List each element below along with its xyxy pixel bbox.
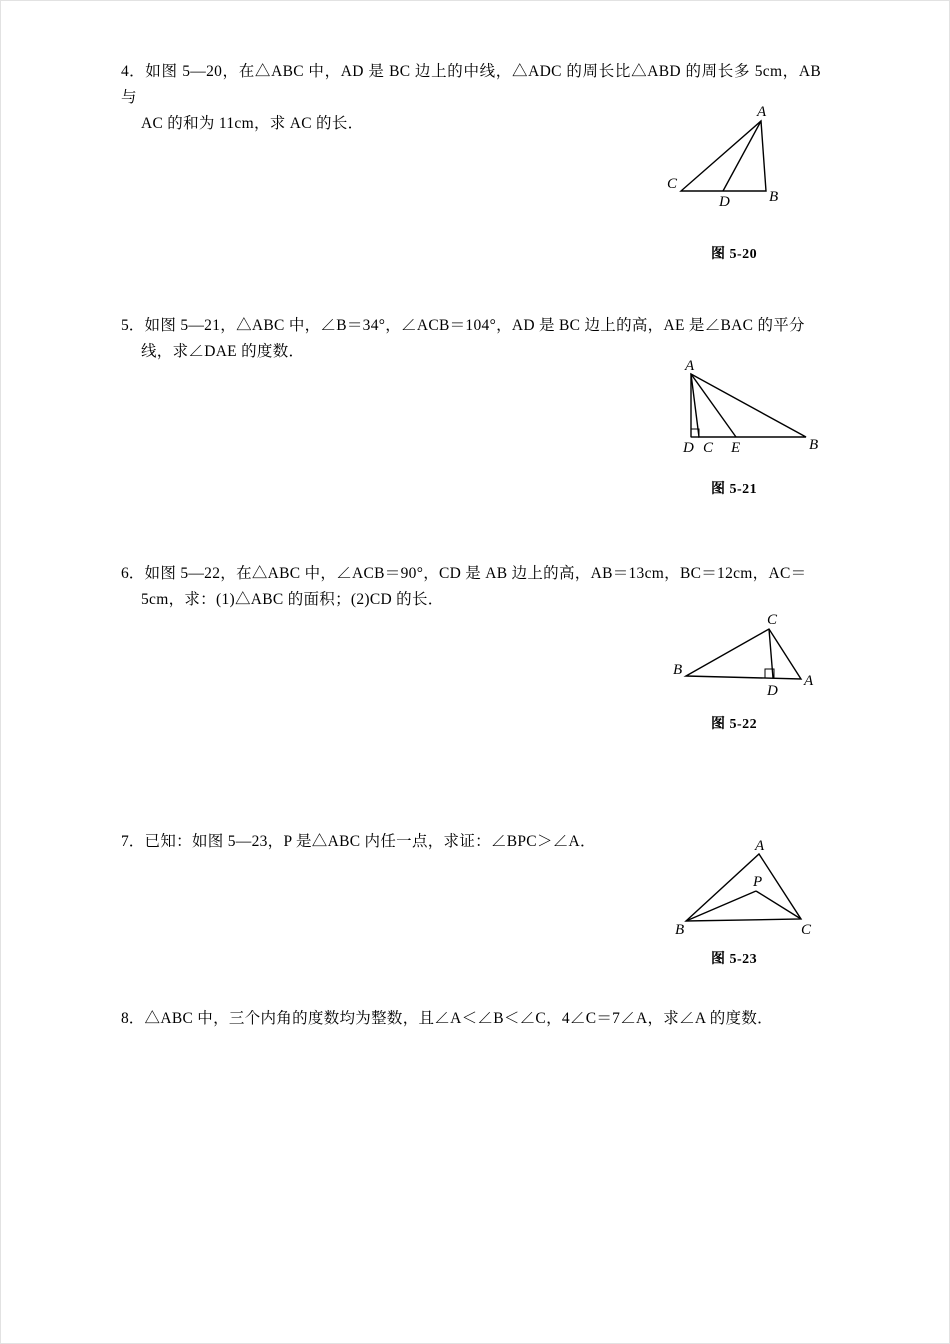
label-D: D (719, 194, 730, 210)
problem-5-line1: ．如图 5—21，△ABC 中，∠B＝34°，∠ACB＝104°，AD 是 BC 边上的高，AE 是∠BAC 的平分 (128, 317, 805, 334)
problem-4-number: 4 (121, 63, 129, 80)
problem-6-line2: 5cm，求：(1)△ABC 的面积；(2)CD 的长． (141, 591, 444, 608)
problem-8-text (121, 1006, 821, 1032)
problem-6-line1: ．如图 5—22，在△ABC 中，∠ACB＝90°，CD 是 AB 边上的高，AB＝13cm，BC＝12cm，AC＝ (128, 565, 807, 582)
problem-4-line2: AC 的和为 11cm，求 AC 的长． (141, 115, 364, 132)
problem-8-number: 8 (121, 1010, 129, 1027)
label-E: E (731, 440, 741, 456)
figure-5-20-caption: 图 5-20 (711, 247, 758, 262)
problem-5 (121, 313, 821, 365)
label-C: C (703, 440, 714, 456)
label-A: A (757, 106, 767, 120)
label-B: B (673, 662, 683, 678)
label-C: C (667, 176, 678, 192)
label-B: B (769, 189, 779, 205)
figure-5-21-caption: 图 5-21 (711, 482, 758, 497)
problem-5-text (121, 313, 821, 365)
figure-5-23-caption: 图 5-23 (711, 952, 758, 967)
problem-8-line1: ．△ABC 中，三个内角的度数均为整数，且∠A＜∠B＜∠C，4∠C＝7∠A，求∠A 的度数． (128, 1010, 773, 1027)
figure-5-22 (661, 611, 841, 716)
figure-5-23 (661, 839, 841, 954)
problem-7-line1: ．已知：如图 5—23，P 是△ABC 内任一点，求证：∠BPC＞∠A． (128, 833, 596, 850)
problem-5-number: 5 (121, 317, 129, 334)
label-A: A (755, 839, 765, 854)
label-B: B (809, 437, 819, 453)
problem-4-line1: ．如图 5—20，在△ABC 中，AD 是 BC 边上的中线，△ADC 的周长比△ABD 的周长多 5cm，AB 与 (121, 63, 821, 106)
label-A: A (804, 673, 814, 689)
problem-6 (121, 561, 821, 613)
label-P: P (753, 874, 763, 890)
label-A: A (685, 359, 695, 374)
label-D: D (767, 683, 778, 699)
label-D: D (683, 440, 694, 456)
label-C: C (767, 612, 778, 628)
problem-8 (121, 1006, 821, 1032)
problem-6-number: 6 (121, 565, 129, 582)
figure-5-22-caption: 图 5-22 (711, 717, 758, 732)
figure-5-21 (661, 359, 841, 474)
label-B: B (675, 922, 685, 938)
problem-7-number: 7 (121, 833, 129, 850)
problem-5-line2: 线，求∠DAE 的度数． (141, 343, 305, 360)
label-C: C (801, 922, 812, 938)
figure-5-20 (661, 106, 841, 221)
problem-6-text (121, 561, 821, 613)
